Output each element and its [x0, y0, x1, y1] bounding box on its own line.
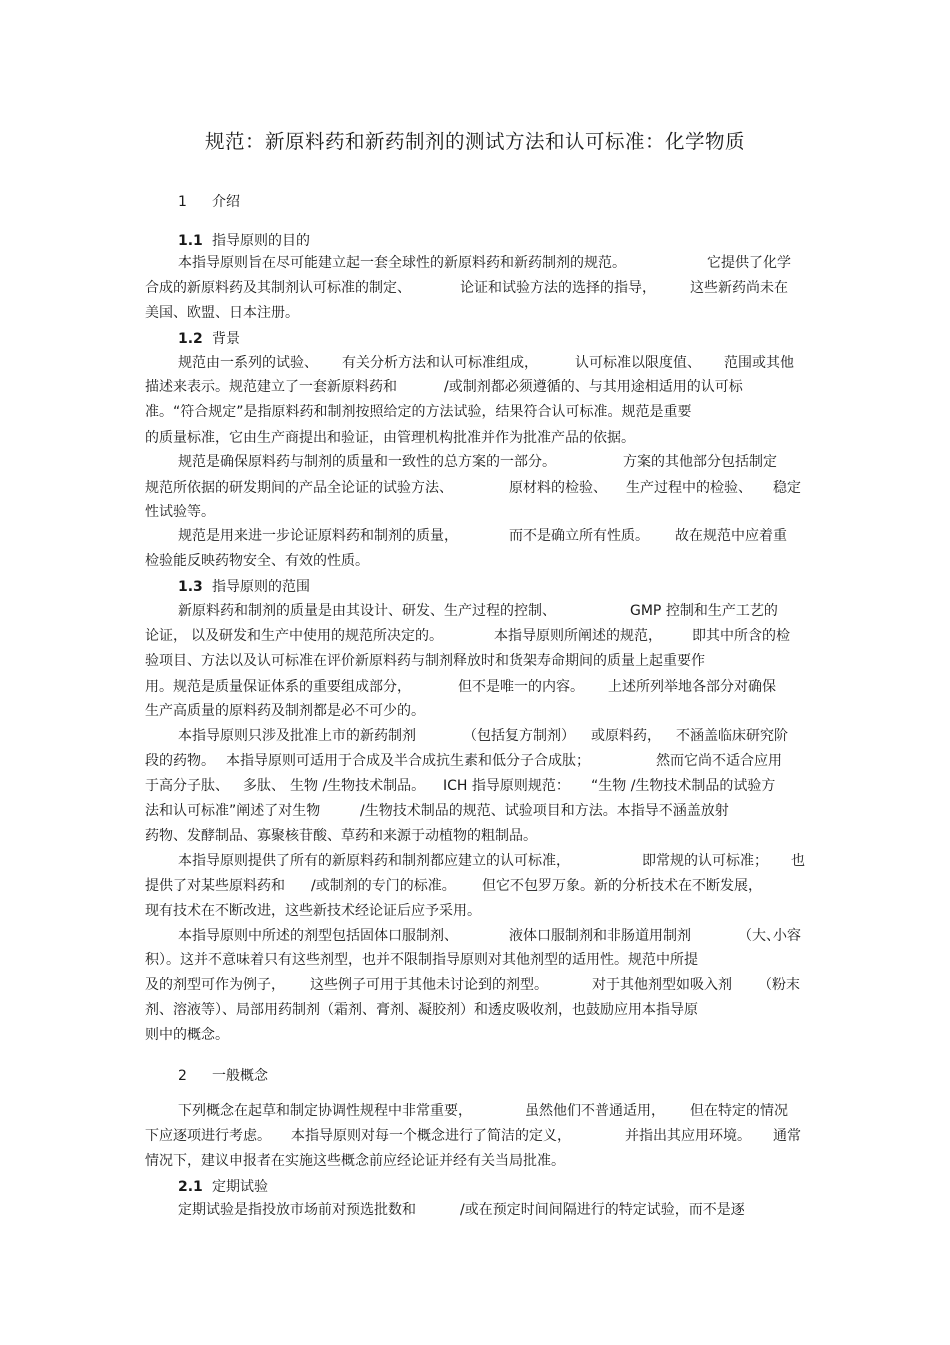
section-heading-1-3: [0, 575, 950, 599]
text-segment: 也: [791, 853, 805, 869]
text-segment: /或制剂的专门的标准。: [311, 878, 456, 894]
text-segment: /生物技术制品的规范、试验项目和方法。本指导不涵盖放射: [360, 803, 729, 819]
paragraph-line: [0, 824, 950, 848]
section-heading-2-1: [0, 1175, 950, 1199]
paragraph-line: [0, 549, 950, 573]
text-segment: “生物 /生物技术制品的试验方: [591, 778, 776, 794]
text-segment: 本指导原则提供了所有的新原料药和制剂都应建立的认可标准，: [178, 853, 570, 869]
paragraph-line: [0, 251, 950, 275]
paragraph-line: [0, 699, 950, 723]
text-segment: 或原料药，: [591, 728, 661, 744]
text-segment: 规范由一系列的试验、: [178, 355, 318, 371]
paragraph-line: [0, 924, 950, 948]
text-segment: 用。规范是质量保证体系的重要组成部分，: [145, 679, 411, 695]
text-segment: 并指出其应用环境。: [625, 1128, 751, 1144]
text-segment: 于高分子肽、: [145, 778, 229, 794]
paragraph-line: [0, 998, 950, 1022]
paragraph-line: [0, 1099, 950, 1123]
text-segment: 通常: [773, 1128, 801, 1144]
text-segment: 这些例子可用于其他未讨论到的剂型。: [310, 977, 548, 993]
paragraph-line: [0, 1023, 950, 1047]
section-number: 1.2: [178, 331, 203, 347]
paragraph-line: [0, 599, 950, 623]
paragraph-line: [0, 1124, 950, 1148]
paragraph-line: [0, 749, 950, 773]
text-segment: 但不是唯一的内容。: [458, 679, 584, 695]
document-title: 规范：新原料药和新药制剂的测试方法和认可标准：化学物质: [204, 130, 745, 153]
text-segment: /或在预定时间间隔进行的特定试验，而不是逐: [460, 1202, 745, 1218]
text-segment: 则中的概念。: [145, 1027, 229, 1043]
text-segment: 段的药物。: [145, 753, 215, 769]
paragraph-line: [0, 624, 950, 648]
text-segment: ICH 指导原则规范：: [443, 778, 570, 794]
text-segment: 现有技术在不断改进，这些新技术经论证后应予采用。: [145, 903, 481, 919]
text-segment: 有关分析方法和认可标准组成，: [342, 355, 538, 371]
paragraph-line: [0, 500, 950, 524]
section-title: 指导原则的范围: [212, 579, 310, 595]
section-number: 1.1: [178, 233, 203, 249]
text-segment: 本指导原则只涉及批准上市的新药制剂: [178, 728, 416, 744]
text-segment: 的质量标准，它由生产商提出和验证，由管理机构批准并作为批准产品的依据。: [145, 430, 635, 446]
text-segment: 论证和试验方法的选择的指导，: [460, 280, 656, 296]
text-segment: 美国、欧盟、日本注册。: [145, 305, 299, 321]
text-segment: 然而它尚不适合应用: [656, 753, 782, 769]
paragraph-line: [0, 874, 950, 898]
section-heading-1: [0, 190, 950, 214]
text-segment: 法和认可标准”阐述了对生物: [145, 803, 321, 819]
text-segment: GMP 控制和生产工艺的: [630, 603, 778, 619]
text-segment: 即其中所含的检: [692, 628, 790, 644]
text-segment: 药物、发酵制品、寡聚核苷酸、草药和来源于动植物的粗制品。: [145, 828, 537, 844]
section-number: 2: [178, 1068, 187, 1084]
text-segment: 及的剂型可作为例子，: [145, 977, 285, 993]
section-heading-1-2: [0, 327, 950, 351]
paragraph-line: [0, 948, 950, 972]
text-segment: 下列概念在起草和制定协调性规程中非常重要，: [178, 1103, 472, 1119]
section-heading-1-1: [0, 229, 950, 253]
text-segment: 准。“符合规定”是指原料药和制剂按照给定的方法试验，结果符合认可标准。规范是重要: [145, 404, 692, 420]
text-segment: 性试验等。: [145, 504, 215, 520]
paragraph-line: [0, 675, 950, 699]
paragraph-line: [0, 799, 950, 823]
text-segment: 对于其他剂型如吸入剂: [592, 977, 732, 993]
text-segment: 故在规范中应着重: [675, 528, 787, 544]
text-segment: 稳定: [773, 480, 801, 496]
paragraph-line: [0, 1149, 950, 1173]
text-segment: 但它不包罗万象。新的分析技术在不断发展，: [482, 878, 762, 894]
text-segment: 生产高质量的原料药及制剂都是必不可少的。: [145, 703, 425, 719]
text-segment: 情况下，建议申报者在实施这些概念前应经论证并经有关当局批准。: [145, 1153, 565, 1169]
paragraph-line: [0, 426, 950, 450]
text-segment: 本指导原则可适用于合成及半合成抗生素和低分子合成肽；: [226, 753, 590, 769]
text-segment: 方案的其他部分包括制定: [623, 454, 777, 470]
paragraph-line: [0, 849, 950, 873]
paragraph-line: [0, 524, 950, 548]
section-number: 1: [178, 194, 187, 210]
section-title: 一般概念: [212, 1068, 268, 1084]
text-segment: 而不是确立所有性质。: [509, 528, 649, 544]
text-segment: 规范是用来进一步论证原料药和制剂的质量，: [178, 528, 458, 544]
section-title: 指导原则的目的: [212, 233, 310, 249]
text-segment: 合成的新原料药及其制剂认可标准的制定、: [145, 280, 411, 296]
paragraph-line: [0, 301, 950, 325]
text-segment: 本指导原则旨在尽可能建立起一套全球性的新原料药和新药制剂的规范。: [178, 255, 626, 271]
text-segment: /或制剂都必须遵循的、与其用途相适用的认可标: [444, 379, 743, 395]
text-segment: 虽然他们不普通适用，: [525, 1103, 665, 1119]
text-segment: 上述所列举地各部分对确保: [608, 679, 776, 695]
section-heading-2: [0, 1064, 950, 1088]
paragraph-line: [0, 450, 950, 474]
text-segment: 论证，: [145, 628, 187, 644]
text-segment: 剂、溶液等）、局部用药制剂（霜剂、膏剂、凝胶剂）和透皮吸收剂，也鼓励应用本指导原: [145, 1002, 698, 1018]
text-segment: 本指导原则所阐述的规范，: [494, 628, 662, 644]
text-segment: 新原料药和制剂的质量是由其设计、研发、生产过程的控制、: [178, 603, 556, 619]
paragraph-line: [0, 899, 950, 923]
text-segment: 以及研发和生产中使用的规范所决定的。: [191, 628, 443, 644]
paragraph-line: [0, 351, 950, 375]
paragraph-line: [0, 649, 950, 673]
text-segment: 生物 /生物技术制品。: [290, 778, 426, 794]
paragraph-line: [0, 724, 950, 748]
paragraph-line: [0, 400, 950, 424]
section-title: 定期试验: [212, 1179, 268, 1195]
text-segment: （大、: [738, 928, 780, 944]
text-segment: 描述来表示。规范建立了一套新原料药和: [145, 379, 397, 395]
text-segment: （粉末: [758, 977, 800, 993]
text-segment: 提供了对某些原料药和: [145, 878, 285, 894]
text-segment: 它提供了化学: [707, 255, 791, 271]
paragraph-line: [0, 476, 950, 500]
text-segment: 本指导原则对每一个概念进行了简洁的定义，: [291, 1128, 571, 1144]
text-segment: 定期试验是指投放市场前对预选批数和: [178, 1202, 416, 1218]
text-segment: 不涵盖临床研究阶: [676, 728, 788, 744]
paragraph-line: [0, 973, 950, 997]
text-segment: 规范所依据的研发期间的产品全论证的试验方法、: [145, 480, 453, 496]
text-segment: 本指导原则中所述的剂型包括固体口服制剂、: [178, 928, 458, 944]
text-segment: 下应逐项进行考虑。: [145, 1128, 271, 1144]
text-segment: 即常规的认可标准；: [642, 853, 768, 869]
text-segment: 生产过程中的检验、: [626, 480, 752, 496]
section-number: 1.3: [178, 579, 203, 595]
text-segment: 但在特定的情况: [690, 1103, 788, 1119]
text-segment: （包括复方制剂）: [463, 728, 575, 744]
text-segment: 液体口服制剂和非肠道用制剂: [509, 928, 691, 944]
text-segment: 认可标准以限度值、: [575, 355, 701, 371]
section-title: 背景: [212, 331, 240, 347]
text-segment: 这些新药尚未在: [690, 280, 788, 296]
paragraph-line: [0, 375, 950, 399]
text-segment: 检验能反映药物安全、有效的性质。: [145, 553, 369, 569]
text-segment: 范围或其他: [724, 355, 794, 371]
paragraph-line: [0, 774, 950, 798]
text-segment: 规范是确保原料药与制剂的质量和一致性的总方案的一部分。: [178, 454, 556, 470]
section-title: 介绍: [212, 194, 240, 210]
text-segment: 多肽、: [243, 778, 285, 794]
section-number: 2.1: [178, 1179, 203, 1195]
text-segment: 小容: [773, 928, 801, 944]
text-segment: 原材料的检验、: [509, 480, 607, 496]
paragraph-line: [0, 1198, 950, 1222]
paragraph-line: [0, 276, 950, 300]
text-segment: 积）。这并不意味着只有这些剂型，也并不限制指导原则对其他剂型的适用性。规范中所提: [145, 952, 698, 968]
text-segment: 验项目、方法以及认可标准在评价新原料药与制剂释放时和货架寿命期间的质量上起重要作: [145, 653, 705, 669]
